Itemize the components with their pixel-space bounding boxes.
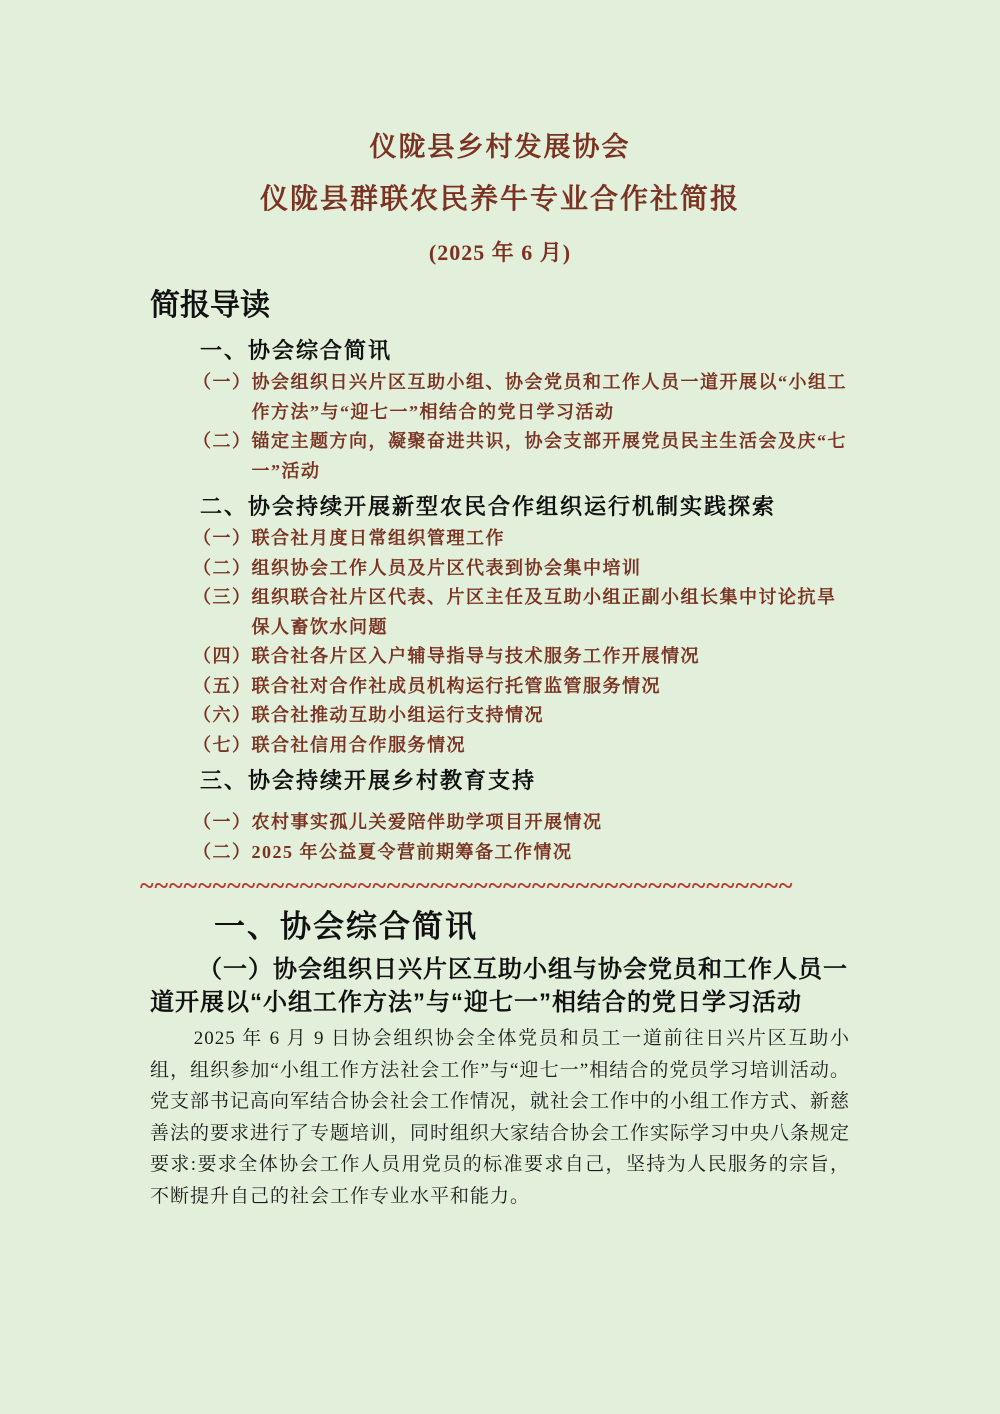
- toc-item-number: （四）: [193, 646, 252, 666]
- toc-item-number: （三）: [193, 587, 252, 607]
- toc-item-number: （二）: [193, 557, 252, 578]
- toc-item-text: 锚定主题方向，凝聚奋进共识，协会支部开展党员民主生活会及庆“七一”活动: [251, 431, 847, 481]
- toc-item-number: （五）: [193, 675, 252, 696]
- toc-section-1-items: [193, 368, 850, 486]
- toc-item-text: 组织协会工作人员及片区代表到协会集中培训: [251, 557, 642, 578]
- toc-item-text: 农村事实孤儿关爱陪伴助学项目开展情况: [251, 812, 603, 832]
- subsection-heading: （一）协会组织日兴片区互助小组与协会党员和工作人员一道开展以“小组工作方法”与“迎七一”相结合的党日学习活动: [150, 956, 848, 1016]
- toc-section-3-items: [193, 808, 850, 867]
- toc-item-text: 协会组织日兴片区互助小组、协会党员和工作人员一道开展以“小组工作方法”与“迎七一”相结合的党日学习活动: [251, 372, 847, 422]
- toc-item-number: （七）: [193, 734, 252, 755]
- date-line: (2025 年 6 月): [428, 240, 572, 265]
- toc-item-text: 联合社各片区入户辅导指导与技术服务工作开展情况: [251, 646, 700, 666]
- section-heading: 一、协会综合简讯: [214, 909, 478, 944]
- toc-section-2-title: 二、协会持续开展新型农民合作组织运行机制实践探索: [200, 494, 777, 519]
- toc-section-2-items: [193, 524, 850, 760]
- toc-item-text: 联合社对合作社成员机构运行托管监管服务情况: [251, 675, 661, 696]
- toc-heading: 简报导读: [150, 289, 270, 322]
- toc-item: [193, 524, 850, 554]
- toc-item: [193, 701, 850, 731]
- toc-item-number: （一）: [193, 812, 252, 832]
- toc-item-text: 联合社信用合作服务情况: [251, 734, 466, 755]
- toc-item: [193, 838, 850, 868]
- toc-item-number: （二）: [193, 431, 252, 451]
- toc-item: [193, 808, 850, 838]
- toc-item-text: 组织联合社片区代表、片区主任及互助小组正副小组长集中讨论抗旱保人畜饮水问题: [251, 587, 837, 637]
- toc-item-text: 联合社推动互助小组运行支持情况: [251, 705, 544, 725]
- toc-item: [193, 554, 850, 584]
- toc-item-text: 2025 年公益夏令营前期筹备工作情况: [251, 841, 573, 862]
- toc-item: [193, 368, 850, 427]
- toc-item-number: （一）: [193, 528, 252, 548]
- toc-item-text: 联合社月度日常组织管理工作: [251, 528, 505, 548]
- body-paragraph: 2025 年 6 月 9 日协会组织协会全体党员和员工一道前往日兴片区互助小组，组织参加“小组工作方法社会工作”与“迎七一”相结合的党员学习培训活动。党支部书记高向军结合协会社会工作情况，就社会工作中的小组工作方式、新慈善法的要求进行了专题培训，同时组织大家结合协会工作实际学习中央八条规定要求:要求全体协会工作人员用党员的标准要求自己，坚持为人民服务的宗旨，不断提升自己的社会工作专业水平和能力。: [150, 1028, 851, 1207]
- toc-item-number: （二）: [193, 841, 252, 862]
- toc-item: [193, 583, 850, 642]
- toc-section-3-title: 三、协会持续开展乡村教育支持: [200, 768, 537, 793]
- doc-title: 仪陇县群联农民养牛专业合作社简报: [259, 183, 740, 214]
- toc-section-1-title: 一、协会综合简讯: [200, 338, 393, 363]
- toc-item: [193, 672, 850, 702]
- toc-item-number: （六）: [193, 705, 252, 725]
- toc-item: [193, 642, 850, 672]
- org-title: 仪陇县乡村发展协会: [369, 132, 631, 162]
- toc-item-number: （一）: [193, 372, 252, 392]
- toc-item: [193, 731, 850, 761]
- wavy-separator: ~~~~~~~~~~~~~~~~~~~~~~~~~~~~~~~~~~~~~~~~~~~~~: [140, 873, 794, 899]
- toc: [150, 336, 850, 867]
- toc-item: [193, 427, 850, 486]
